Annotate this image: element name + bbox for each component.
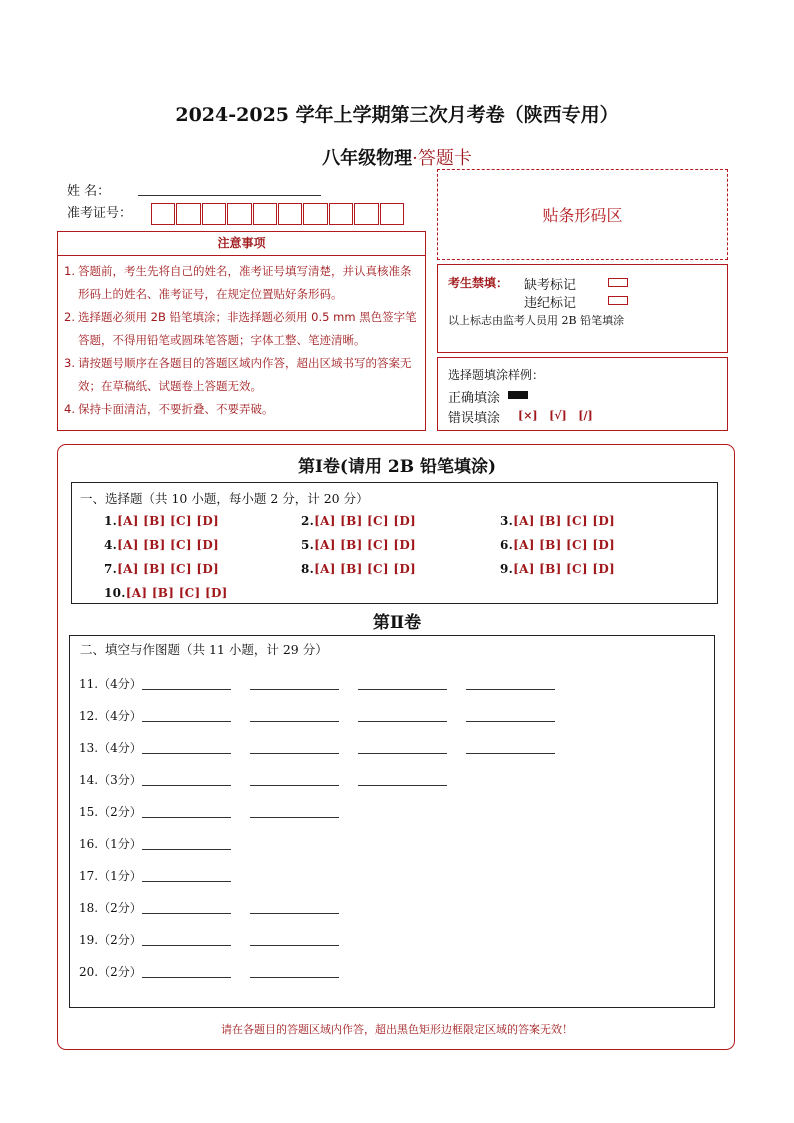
answer-blank[interactable] bbox=[358, 688, 447, 690]
answer-blank[interactable] bbox=[142, 720, 231, 722]
forbid-label: 考生禁填： bbox=[448, 276, 509, 290]
subtitle-dot: · bbox=[412, 148, 418, 169]
fill-question-label: 15.（2分） bbox=[79, 805, 142, 819]
card-type-label: 答题卡 bbox=[417, 148, 472, 169]
answer-blank[interactable] bbox=[250, 816, 339, 818]
exam-id-label: 准考证号： bbox=[67, 206, 133, 221]
answer-blank[interactable] bbox=[250, 752, 339, 754]
answer-blank[interactable] bbox=[142, 816, 231, 818]
exam-id-grid[interactable] bbox=[151, 203, 405, 225]
examiner-mark-box bbox=[437, 264, 728, 353]
notice-list bbox=[58, 256, 425, 421]
name-label: 姓 名： bbox=[67, 184, 111, 199]
id-cell[interactable] bbox=[176, 203, 200, 225]
answer-blank[interactable] bbox=[250, 944, 339, 946]
id-cell[interactable] bbox=[151, 203, 175, 225]
mc-question[interactable]: 6.[A] [B] [C] [D] bbox=[500, 538, 616, 552]
correct-label: 正确填涂 bbox=[448, 391, 501, 406]
mc-question[interactable]: 2.[A] [B] [C] [D] bbox=[301, 514, 417, 528]
notice-item: 4. 保持卡面清洁，不要折叠、不要弄破。 bbox=[64, 402, 274, 416]
answer-blank[interactable] bbox=[142, 752, 231, 754]
wrong-label: 错误填涂 bbox=[448, 411, 501, 426]
filled-sample-icon bbox=[508, 391, 528, 399]
fill-question-label: 12.（4分） bbox=[79, 709, 142, 723]
mc-question[interactable]: 5.[A] [B] [C] [D] bbox=[301, 538, 417, 552]
answer-blank[interactable] bbox=[142, 912, 231, 914]
answer-blank[interactable] bbox=[250, 912, 339, 914]
id-cell[interactable] bbox=[303, 203, 327, 225]
id-cell[interactable] bbox=[329, 203, 353, 225]
answer-blank[interactable] bbox=[250, 976, 339, 978]
wrong-samples: [×] [√] [/] bbox=[518, 409, 593, 422]
answer-blank[interactable] bbox=[358, 720, 447, 722]
fill-question-label: 13.（4分） bbox=[79, 741, 142, 755]
page-title: 2024-2025 学年上学期第三次月考卷（陕西专用） bbox=[175, 104, 619, 126]
mc-question[interactable]: 10.[A] [B] [C] [D] bbox=[104, 586, 228, 600]
answer-blank[interactable] bbox=[142, 944, 231, 946]
part1-title: 第Ⅰ卷(请用 2B 铅笔填涂) bbox=[297, 457, 497, 477]
fill-in-box bbox=[69, 635, 715, 1008]
mc-heading: 一、选择题（共 10 小题，每小题 2 分，计 20 分） bbox=[80, 491, 369, 506]
sample-heading: 选择题填涂样例： bbox=[448, 368, 545, 382]
notice-item: 2. 选择题必须用 2B 铅笔填涂；非选择题必须用 0.5 mm 黑色签字笔答题，不得用铅笔或圆珠笔答题；字体工整、笔迹清晰。 bbox=[64, 310, 417, 347]
answer-blank[interactable] bbox=[358, 784, 447, 786]
subject-label: 八年级物理 bbox=[322, 148, 413, 169]
answer-blank[interactable] bbox=[142, 848, 231, 850]
forbid-note: 以上标志由监考人员用 2B 铅笔填涂 bbox=[448, 314, 625, 327]
fill-question-label: 16.（1分） bbox=[79, 837, 142, 851]
answer-blank[interactable] bbox=[250, 688, 339, 690]
mc-question[interactable]: 8.[A] [B] [C] [D] bbox=[301, 562, 417, 576]
fill-question-label: 20.（2分） bbox=[79, 965, 142, 979]
id-cell[interactable] bbox=[354, 203, 378, 225]
mc-question[interactable]: 9.[A] [B] [C] [D] bbox=[500, 562, 616, 576]
fill-heading: 二、填空与作图题（共 11 小题，计 29 分） bbox=[80, 642, 328, 657]
fill-question-label: 11.（4分） bbox=[79, 677, 142, 691]
id-cell[interactable] bbox=[253, 203, 277, 225]
answer-blank[interactable] bbox=[142, 688, 231, 690]
barcode-area bbox=[437, 169, 728, 260]
footer-warning: 请在各题目的答题区域内作答，超出黑色矩形边框限定区域的答案无效！ bbox=[221, 1023, 573, 1036]
mc-question[interactable]: 4.[A] [B] [C] [D] bbox=[104, 538, 220, 552]
barcode-label: 贴条形码区 bbox=[542, 206, 623, 225]
fill-question-label: 14.（3分） bbox=[79, 773, 142, 787]
fill-question-label: 17.（1分） bbox=[79, 869, 142, 883]
notice-box bbox=[57, 231, 426, 431]
answer-blank[interactable] bbox=[250, 720, 339, 722]
id-cell[interactable] bbox=[202, 203, 226, 225]
mc-question[interactable]: 3.[A] [B] [C] [D] bbox=[500, 514, 616, 528]
absent-mark-box[interactable] bbox=[608, 278, 628, 287]
part2-title: 第Ⅱ卷 bbox=[372, 613, 422, 633]
answer-blank[interactable] bbox=[142, 976, 231, 978]
mc-question[interactable]: 7.[A] [B] [C] [D] bbox=[104, 562, 220, 576]
answer-blank[interactable] bbox=[358, 752, 447, 754]
answer-blank[interactable] bbox=[142, 784, 231, 786]
id-cell[interactable] bbox=[278, 203, 302, 225]
answer-blank[interactable] bbox=[466, 752, 555, 754]
id-cell[interactable] bbox=[380, 203, 404, 225]
notice-heading: 注意事项 bbox=[58, 232, 425, 256]
name-field[interactable] bbox=[138, 194, 321, 196]
answer-blank[interactable] bbox=[466, 688, 555, 690]
notice-item: 3. 请按题号顺序在各题目的答题区域内作答，超出区域书写的答案无效；在草稿纸、试题卷上答题无效。 bbox=[64, 356, 412, 393]
fill-sample-box bbox=[437, 357, 728, 431]
notice-item: 1. 答题前，考生先将自己的姓名，准考证号填写清楚，并认真核准条形码上的姓名、准考证号，在规定位置贴好条形码。 bbox=[64, 264, 412, 301]
answer-blank[interactable] bbox=[142, 880, 231, 882]
violation-label: 违纪标记 bbox=[524, 296, 577, 311]
fill-question-label: 18.（2分） bbox=[79, 901, 142, 915]
absent-label: 缺考标记 bbox=[524, 278, 577, 293]
answer-blank[interactable] bbox=[466, 720, 555, 722]
fill-question-label: 19.（2分） bbox=[79, 933, 142, 947]
page-subtitle bbox=[0, 144, 794, 170]
mc-question[interactable]: 1.[A] [B] [C] [D] bbox=[104, 514, 220, 528]
answer-blank[interactable] bbox=[250, 784, 339, 786]
id-cell[interactable] bbox=[227, 203, 251, 225]
violation-mark-box[interactable] bbox=[608, 296, 628, 305]
